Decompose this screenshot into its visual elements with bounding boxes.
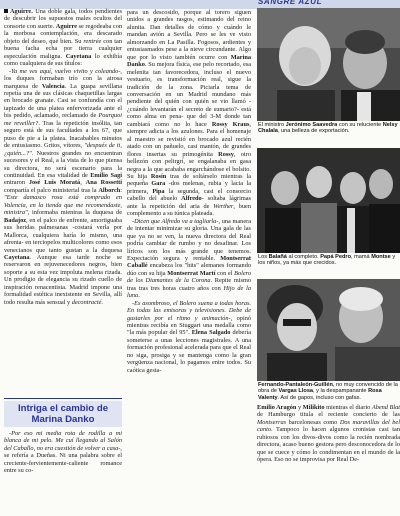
text-run: . Tampoco lo hacen algunos cronistas casi tan rubiosos con los divos-divos como la recién nombrada directora, acaso bueno gestora pero desconocedora de lo que se cuece y cómo lo condimentan en el mundo de la ópera. Eso no se improvisa por Real De- — [257, 426, 400, 464]
text-run: . La guapa sevillana repetía una de sus clásicas chaquetillas largas en brocado granate. Casi se confundía con el tapizado de una platea enfervorizada ante el bis pedido, aclamado, reclamado de — [4, 82, 122, 120]
text-run: , otro bellezón con pelirgrí, se engalanaba en gasa negra a la que acababa engarchándose el bolsito. Su hija — [127, 150, 251, 180]
quote: -Por eso mi media rota de rodilla a mi blanca de mi pelo. Me cuí llegando al Salón del Caballo, no era cuestión de volver a casa- — [4, 430, 122, 452]
text-run: , se refería a Dueñas. Ni una palabra sobre el creciente-fervientemente-caliente romance entre su co- — [4, 444, 122, 475]
person-name: Alfredo — [181, 195, 202, 203]
text-run: , siempre adicta a los azulones. Para el homenaje al maestro se revistió en brocado azul recién atado con un pañuelo, casi mantón, de grandes flores insertas su primogénita — [127, 120, 251, 158]
photo-caption-2 — [258, 254, 398, 278]
person-name: Rosín — [150, 172, 167, 180]
lead-word: Aguirre. — [10, 8, 33, 15]
person-name: Emilio Sagi — [90, 171, 122, 179]
text-run: Una doble gala, todos pendientes de descubrir los supuestos males ocultos del consorte con suerte. — [4, 8, 122, 30]
sidebar-top-rule — [4, 398, 122, 399]
article-paragraph — [127, 300, 251, 375]
caption-text: Los — [258, 254, 269, 260]
text-run: entraron — [4, 179, 29, 187]
person-name: Papá Pedro — [320, 254, 351, 260]
text-run: , opinó mientras recibía en Stuggart una medalla como "la más popular del 95". — [127, 314, 251, 337]
caption-text: , mamá — [350, 254, 372, 260]
person-name: Montserrat Caballé — [127, 254, 251, 270]
section-title: SANGRE AZUL — [258, 0, 323, 6]
photo-minister-couple-image — [257, 8, 400, 121]
person-name: Aguirre — [55, 22, 78, 30]
person-name: Ana Rossetti — [85, 179, 122, 187]
italic-term: decontracté — [71, 298, 102, 306]
person-name: Emilio Aragón — [257, 404, 297, 411]
article-paragraph — [4, 430, 122, 475]
photo-caption-1 — [258, 122, 398, 146]
text-run: los duques formaban trío con la airosa marquesa de — [4, 75, 122, 90]
text-run: - soltaba lágrimas ante la repetición del aria de — [127, 195, 251, 210]
photo-minister-couple — [257, 8, 400, 121]
quote: "después de ti, ¿quién...?" — [4, 142, 122, 157]
photo-caption-3 — [258, 382, 398, 403]
caption-text: , y la despampanante — [313, 388, 369, 395]
person-name: Rosa Valenty — [258, 388, 382, 401]
text-run: mientras el diario — [324, 404, 372, 411]
photo-balana-family-image — [257, 148, 400, 253]
photo-fernando-and-rosa — [257, 279, 400, 381]
person-name: Marina Danko — [127, 53, 251, 69]
person-name: Cayetana — [4, 253, 30, 261]
person-name: Elena Salgado — [191, 329, 231, 337]
text-run: . — [101, 298, 103, 306]
text-run: -dos melenas, rubia y lacia la primera, — [127, 180, 251, 195]
article-column-3 — [257, 404, 400, 516]
article-paragraph — [127, 218, 251, 300]
person-name: Vargas Llosa — [278, 388, 314, 395]
italic-term: Werther — [213, 202, 234, 210]
text-run: : — [120, 186, 122, 194]
italic-term: Dos maravillas del bel canto — [257, 418, 400, 434]
sidebar-heading: Intriga el cambio de Marina Danko — [4, 401, 122, 427]
person-name: Montserrat Martí — [167, 269, 216, 277]
text-run: y — [296, 404, 303, 411]
article-column-2 — [127, 9, 251, 516]
caption-text: El ministro — [258, 122, 286, 128]
italic-term: Pourquoi me reveiller? — [4, 112, 122, 127]
person-name: Jerónimo Saavedra — [285, 122, 338, 128]
article-paragraph — [4, 68, 122, 307]
text-run: . Nuestros grandes no encuentran sucesores y el Real, a la vista de lo que piensa su directora, no será escenario para la continuidad. En esa vitalidad de — [4, 149, 122, 179]
text-run: , en el palco de enfrente, amortiguaba sus heridas palmesanas -costará verla por Mallorca, cualquiera haría lo mismo, una afrenta- en terciopelos multicolores como esos venecianos que tanto gustan a la duquesa — [4, 216, 122, 254]
sidebar-text — [4, 430, 122, 516]
text-run: , una manera de intentar minimizar su gloria. Una gala de las que ya no se ven, la nueva directora del Real podría cambiar de rumbo y no desafinar. Los líricos son los más grande que tenemos. Expectación segura y rentable. — [127, 217, 251, 262]
text-run: . Repite mismo tras tras tres horas cuatro años con — [127, 277, 251, 292]
person-name: Badajoz — [4, 216, 27, 224]
text-run: lo exhibía como cualquiera de sus títulos: — [4, 52, 122, 68]
person-name: Fernando-Pantaleón-Guillén — [258, 382, 333, 388]
caption-text: , no muy convencido de la obra de — [258, 382, 398, 395]
text-run: , buen complemento a su túnica plateada. — [127, 202, 251, 218]
person-name: Rossy Kraus — [211, 120, 250, 128]
person-name: Milikito — [302, 404, 325, 411]
person-name: Alborch — [98, 186, 121, 194]
italic-term: Bolero de los Diamantes de la Corona — [127, 269, 251, 285]
quote: "Este damasco rosa está comprado en Valencia, en la tienda que me recomendaste, ministra" — [4, 194, 122, 217]
article-paragraph — [4, 8, 122, 68]
caption-text: al completo. — [286, 254, 321, 260]
person-name: José Luis Moratá — [28, 179, 81, 187]
text-run: con tan buena facha echa por tierra cualquier especulación maligna. — [4, 37, 122, 60]
text-run: . Tras la repetición insólita, tan seguro está de sus facultades a los 67, que puso de pie a la platea. Inacabables minutos de entusiasmo. Gritos, vítores, — [4, 119, 122, 150]
article-paragraph — [257, 404, 400, 464]
person-name: Rossy — [218, 150, 234, 158]
italic-term: Hijo de la luna — [127, 284, 251, 300]
caption-text: , una belleza de exportación. — [277, 128, 350, 135]
person-name: Valencia — [41, 82, 65, 90]
text-run: se regodeaba con la morbosa contemplación, era descarado objeto del deseo, qué bien. Su — [4, 22, 122, 45]
person-name: Balañá — [268, 254, 287, 260]
italic-term: rentrée — [83, 37, 102, 45]
quote: -Dicen que Alfredo va a tagliarla- — [132, 217, 219, 225]
text-run: , — [80, 179, 86, 187]
text-run: . — [138, 292, 140, 300]
text-run: debería someterse a unas lecciones magistrales. A una formación profesional acelerada para que el Real no siga, prosiga y se mantenga como la gran vergüenza nacional, lo pagamos entre todos. Su caótica gesta- — [127, 329, 251, 374]
person-name: Nelsy Chalala — [258, 122, 398, 135]
caption-text: . Así de gapos, incluso con gafas. — [277, 394, 361, 401]
person-name: Cayetana — [65, 52, 92, 60]
quote: -Es asombroso, el Bolero suena a todas horas. En todas las emisoras y televisiones. Debe de gustarles por el ritmo y animación- — [127, 299, 251, 322]
article-paragraph — [127, 9, 251, 218]
text-run: tras de soltárselo mientras la pequeña — [127, 172, 251, 188]
text-run: la segunda, casi el consorcio cabello del abuelo — [127, 187, 251, 203]
text-run: para un descosido, porque al torero siguen unidos a grandes rasgos, estimando del reino alunita. Dan detalles de cómo y cuándo le mandan avión a Sevilla. Pero se les ve visto almorzando en La Pasilla. Fogosos, ardientes y entusiasmados pese a la nieve circundante. Algo que por lo visto también ocurre con — [127, 9, 251, 61]
person-name: Gara — [151, 180, 166, 188]
text-run: compartía el palco ministerial tras la — [4, 186, 99, 194]
italic-term: Montserras — [257, 418, 287, 426]
photo-fernando-and-rosa-image — [257, 279, 400, 381]
person-name: Pipa — [152, 187, 165, 195]
text-run: , informaba mientras la duquesa de — [27, 209, 122, 217]
text-run: con el — [215, 269, 235, 277]
bullet-square-icon — [4, 9, 8, 13]
caption-text: con su reluciente — [337, 122, 383, 128]
caption-text: y los niños, ya más que crecidos. — [258, 254, 396, 267]
text-run: . Su mejora física, ese pelo recortado, esa melenita tan favorecedora, incluso el nuevo vestuario, es transformación real, sigue la tradición de la zona. Piciarla tema de conversación en un Madrid mundano más pendiente del quién con quién se vio llamó -¿cuándo levantarán el secreto de sumario?- está como alma en pena- que del 3-M donde tan cambiará como no lo hace — [127, 61, 251, 128]
italic-term: Abend Blat — [371, 404, 400, 411]
text-run: barcelonesas como — [286, 418, 340, 426]
photo-balana-family — [257, 148, 400, 253]
text-run: encabeza los "hits" alemanes formando dúo con su hija — [127, 262, 251, 277]
quote: -Ya me ves aquí, vuelvo vivito y coleando-, — [9, 67, 122, 75]
person-name: Montse — [371, 254, 391, 260]
text-run: de Hamburgo titula el reciente concierto de las — [257, 411, 400, 419]
text-run: . Aunque esa tarde noche se reservaron en rejuvenecedores negros, bien soporte a su esta vez impoluta melena rizada. Un prodigio de elegancia su rizado cuello de inspiración renacentista. Madrid impone una formalidad estética inexistente en Sevilla, allí todo resulta más sensual y — [4, 253, 122, 306]
